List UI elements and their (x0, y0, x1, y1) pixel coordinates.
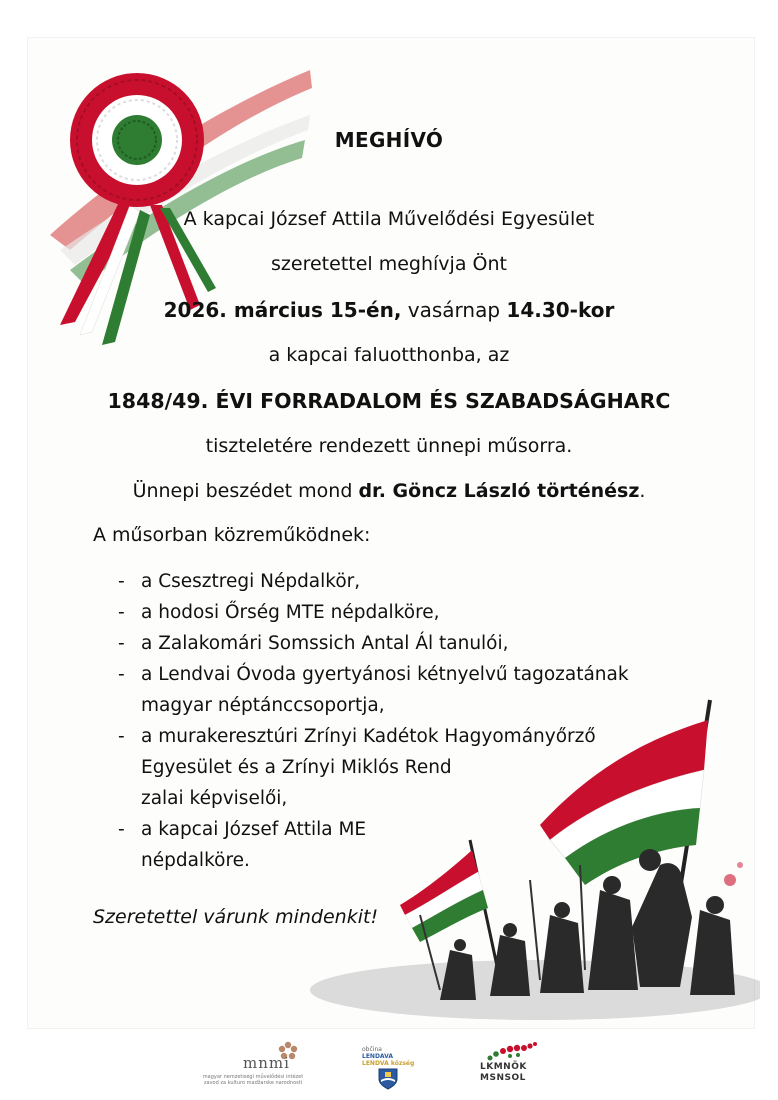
mnmi-subtitle-1: magyar nemzetiségi művelődési intézet (202, 1074, 304, 1080)
place-line: a kapcai faluotthonba, az (268, 344, 510, 366)
speaker-name: dr. Göncz László történész (358, 480, 640, 502)
list-item: - a Csesztregi Népdalkör, (118, 566, 629, 597)
lendava-line-1: občina (362, 1046, 382, 1053)
speech-prefix: Ünnepi beszédet mond (132, 480, 359, 502)
dots-arc-icon (478, 1040, 540, 1062)
speech-line (0, 480, 778, 502)
list-item: - a hodosi Őrség MTE népdalköre, (118, 597, 629, 628)
invitation-title: MEGHÍVÓ (334, 128, 444, 152)
lendava-line-3: LENDVA község (362, 1060, 415, 1067)
event-heading: 1848/49. ÉVI FORRADALOM ÉS SZABADSÁGHARC (107, 389, 671, 413)
performers-heading: A műsorban közreműködnek: (93, 524, 371, 546)
lendava-line-2: LENDAVA (362, 1053, 394, 1060)
event-day: vasárnap (401, 298, 507, 322)
closing-line: Szeretettel várunk mindenkit! (93, 906, 379, 928)
mnmi-subtitle-2: zavod za kulturo madžarske narodnosti (203, 1080, 303, 1086)
speech-suffix: . (639, 480, 646, 502)
event-time: 14.30-kor (506, 298, 615, 322)
list-item: - a kapcai József Attila ME népdalköre. (118, 814, 629, 876)
intro-line-2: szeretettel meghívja Önt (271, 253, 507, 275)
list-item: - a Zalakomári Somssich Antal Ál tanulói, (118, 628, 629, 659)
date-line (0, 298, 778, 322)
coat-of-arms-icon (378, 1068, 398, 1090)
intro-line-1: A kapcai József Attila Művelődési Egyesület (183, 208, 595, 230)
performers-list (118, 566, 629, 876)
lkmnok-line-2: MSNSOL (480, 1073, 526, 1083)
mnmi-wordmark: mnmi (243, 1054, 290, 1072)
event-date: 2026. március 15-én, (163, 298, 402, 322)
program-line: tiszteletére rendezett ünnepi műsorra. (205, 435, 573, 457)
list-item: - a Lendvai Óvoda gyertyánosi kétnyelvű tagozatának magyar néptánccsoportja, (118, 659, 629, 721)
list-item: - a murakeresztúri Zrínyi Kadétok Hagyományőrző Egyesület és a Zrínyi Miklós Rend zalai képviselői, (118, 721, 629, 814)
lkmnok-line-1: LKMNÖK (480, 1062, 527, 1072)
lendava-logo (362, 1046, 422, 1067)
